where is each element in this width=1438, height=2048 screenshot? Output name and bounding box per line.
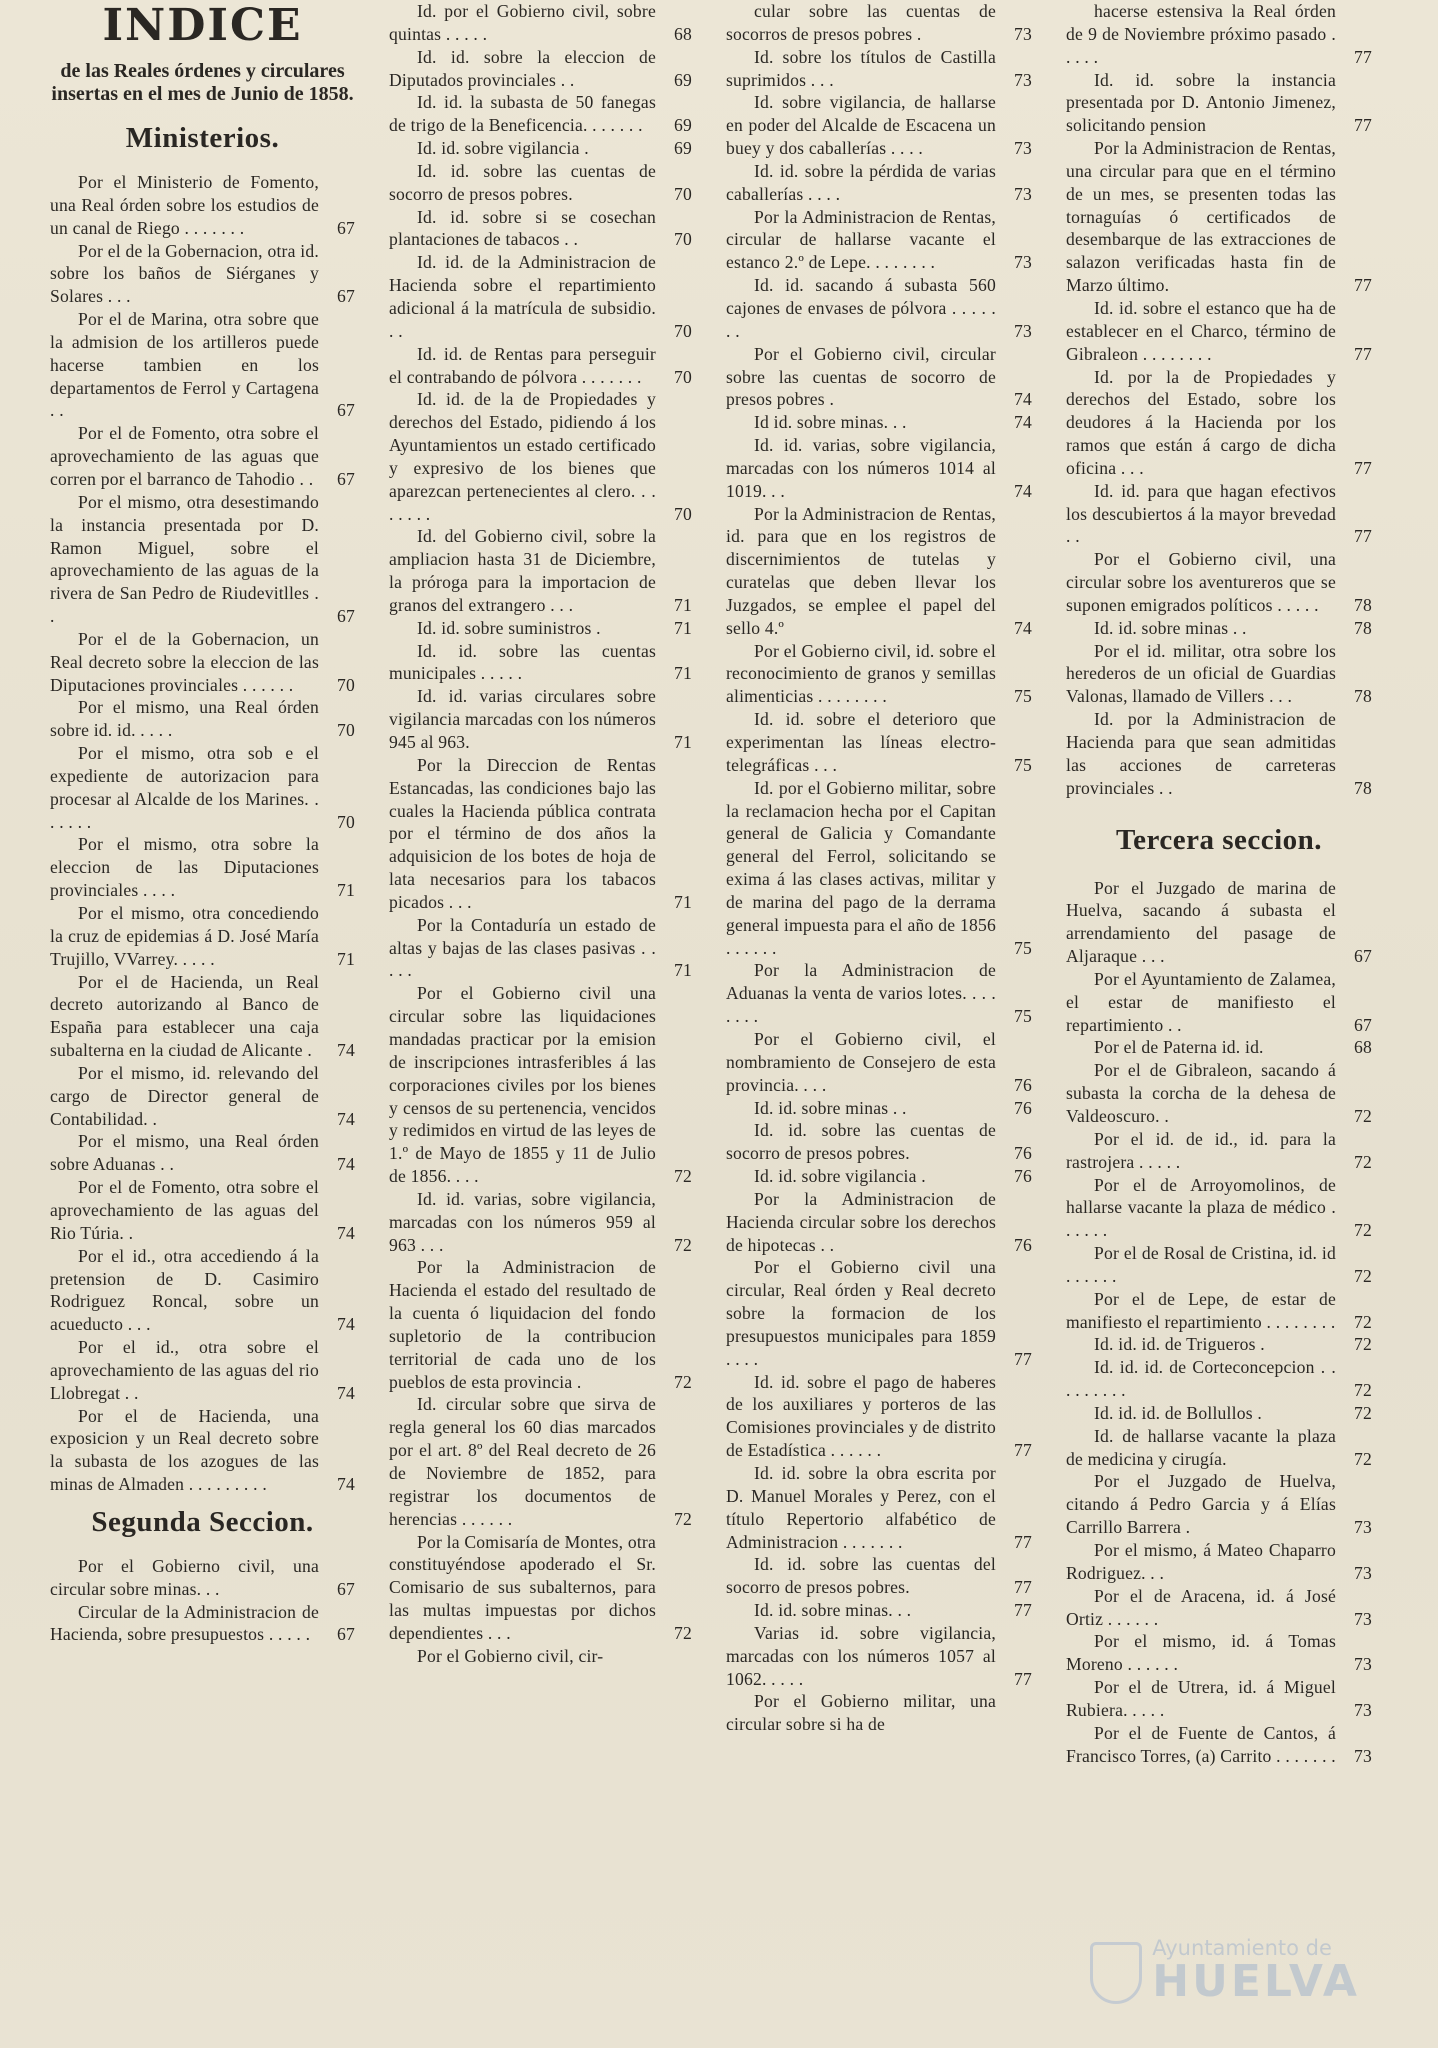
entry-text: Id. id. sobre las cuentas de socorro de presos pobres. [389,160,656,204]
index-entry [389,1393,692,1530]
index-entry [50,308,355,422]
entry-page-number: 77 [1014,1577,1032,1598]
index-columns [50,0,1438,2010]
entry-page-number: 72 [674,1508,692,1529]
index-entry [1066,366,1372,480]
entry-page-number: 72 [674,1371,692,1392]
entry-page-number: 72 [1354,1380,1372,1401]
index-entry [1066,137,1372,297]
entry-page-number: 69 [674,138,692,159]
index-entry [726,91,1032,160]
entry-page-number: 74 [337,1040,355,1061]
entry-page-number: 70 [337,811,355,832]
entry-page-number: 73 [1014,69,1032,90]
entry-text: Id. id. sobre minas . . [1094,617,1247,638]
entry-page-number: 71 [674,732,692,752]
index-entry [389,343,692,389]
entry-text: Por el id., otra accediendo á la pretension de D. Casimiro Rodriguez Roncal, sobre un acueducto . . . [50,1245,319,1335]
entry-text: Id. id. la subasta de 50 fanegas de trigo de la Beneficencia. . . . . . . [389,92,656,136]
index-entry [726,503,1032,640]
entry-page-number: 74 [337,1314,355,1335]
entry-text: Por el de Hacienda, un Real decreto autorizando al Banco de España para establecer una caja subalterna en la ciudad de Alicante . [50,971,319,1061]
page-title: INDICE [102,0,303,51]
entry-text: Por el de Marina, otra sobre que la admision de los artilleros puede hacerse tambien en los departamentos de Ferrol y Cartagena . . [50,309,319,421]
entry-text: Por el de Aracena, id. á José Ortiz . . . . . . [1066,1585,1336,1629]
entry-text: Id. id. id. de Bollullos . [1094,1402,1262,1423]
entry-page-number: 73 [1354,1608,1372,1629]
entry-page-number: 70 [674,229,692,250]
entry-page-number: 73 [1354,1699,1372,1720]
entry-text: Id. id. sobre la pérdida de varias caballerías . . . . [726,160,996,204]
entry-text: Por el Gobierno civil una circular, Real órden y Real decreto sobre la formacion de los presupuestos municipales para 1859 . . . . [726,1257,996,1369]
entry-page-number: 73 [1014,23,1032,44]
index-entry [1066,1722,1372,1768]
section-heading-ministerios: Ministerios. [125,122,280,154]
entry-page-number: 72 [674,1622,692,1643]
entry-text: Por el mismo, otra sobre la eleccion de las Diputaciones provinciales . . . . [50,834,319,901]
entry-page-number: 73 [1354,1745,1372,1766]
entry-page-number: 74 [1014,480,1032,501]
entry-page-number: 74 [337,1382,355,1403]
entry-text: Id. sobre los títulos de Castilla suprimidos . . . [726,46,996,90]
index-entry [1066,0,1372,69]
entry-text: Por el mismo, una Real órden sobre id. id. . . . . [50,697,319,741]
entry-page-number: 72 [1354,1151,1372,1172]
entry-text: Id. id. sobre si se cosechan plantaciones de tabacos . . [389,206,656,250]
column-3 [726,0,1032,2010]
index-entry [389,525,692,616]
entry-text: Por el Gobierno civil, el nombramiento de Consejero de esta provincia. . . . [726,1028,996,1095]
index-entry [1066,1676,1372,1722]
index-entry [389,914,692,983]
entry-text: Id id. sobre minas. . . [754,412,907,433]
entry-page-number: 74 [1014,389,1032,410]
entry-page-number: 72 [1354,1402,1372,1423]
section-heading-tercera: Tercera seccion. [1115,823,1323,856]
entry-page-number: 71 [674,663,692,684]
entry-page-number: 75 [1014,937,1032,958]
entry-text: Por la Administracion de Rentas, circular de hallarse vacante el estanco 2.º de Lepe. . . . . . . . [726,206,996,273]
entry-text: Id. id. sobre la eleccion de Diputados provinciales . . [389,46,656,90]
entry-text: Por el mismo, id. relevando del cargo de Director general de Contabilidad. . [50,1062,319,1129]
index-entry [1066,1059,1372,1128]
entry-text: Por el de Hacienda, una exposicion y un Real decreto sobre la subasta de los azogues de las minas de Almaden . . . . . . . . . [50,1405,319,1495]
entry-page-number: 78 [1354,686,1372,707]
column-1 [50,0,355,2010]
entry-page-number: 75 [1014,1006,1032,1027]
entry-page-number: 70 [674,366,692,387]
entry-text: Por el id., otra sobre el aprovechamiento de las aguas del rio Llobregat . . [50,1337,319,1403]
index-entry [50,1405,355,1496]
entry-page-number: 67 [337,400,355,421]
entry-page-number: 72 [1354,1448,1372,1469]
index-entry [50,1555,355,1601]
entry-page-number: 78 [1354,617,1372,638]
entry-page-number: 72 [674,1234,692,1255]
entry-text: Por el mismo, á Mateo Chaparro Rodriguez. . . [1066,1540,1336,1583]
index-entry [50,1176,355,1245]
index-entry [726,1119,1032,1165]
entry-page-number: 77 [1354,46,1372,67]
entry-page-number: 78 [1354,777,1372,798]
index-entry [1066,1174,1372,1243]
entry-text: Por el Gobierno civil, cir- [417,1645,604,1666]
index-entry [50,902,355,971]
entry-text: Circular de la Administracion de Hacienda, sobre presupuestos . . . . . [50,1601,319,1645]
index-entry [389,251,692,342]
entry-text: Por el de Fomento, otra sobre el aprovechamiento de las aguas que corren por el barranco de Tahodio . . [50,423,319,489]
entry-text: Id. id. id. de Corteconcepcion . . . . . . . . . [1066,1357,1336,1401]
entry-text: Id. id. de Rentas para perseguir el contrabando de pólvora . . . . . . . [389,343,656,387]
index-entry [726,1599,1032,1622]
entry-text: Id. id. sobre suministros . [417,617,601,638]
index-entry [726,411,1032,434]
entry-text: Id. circular sobre que sirva de regla general los 60 dias marcados por el art. 8º del Real decreto de 26 de Noviembre de 1852, para registrar los documentos de herencias . . . . . . [389,1394,656,1529]
index-entry [1066,1539,1372,1585]
entry-text: Por el mismo, otra sob e el expediente de autorizacion para procesar al Alcalde de los Marines. . . . . . . [50,743,319,832]
index-entry [1066,69,1372,138]
entry-text: Por el de Paterna id. id. [1094,1037,1264,1058]
entry-page-number: 77 [1354,526,1372,547]
entry-page-number: 71 [674,617,692,638]
entry-page-number: 73 [1354,1654,1372,1675]
entry-text: Id. id. sobre las cuentas del socorro de presos pobres. [726,1554,996,1598]
index-entry [1066,968,1372,1037]
index-entry [726,959,1032,1028]
entry-page-number: 77 [1014,1348,1032,1369]
column-4 [1066,0,1372,2010]
entry-page-number: 70 [337,720,355,741]
entry-text: Id. por la de Propiedades y derechos del Estado, sobre los deudores á la Hacienda por los ramos que están á cargo de dicha oficina . . . [1066,366,1336,478]
entry-text: Id. de hallarse vacante la plaza de medicina y cirugía. [1066,1425,1336,1469]
entry-text: Por el Gobierno civil, una circular sobre minas. . . [50,1555,319,1599]
index-entry [1066,1036,1372,1059]
entry-page-number: 70 [337,674,355,695]
index-entry [1066,548,1372,617]
entry-page-number: 67 [337,1624,355,1645]
index-entry [389,137,692,160]
index-entry [50,1245,355,1336]
entry-page-number: 76 [1014,1074,1032,1095]
index-entry [726,1188,1032,1257]
entry-page-number: 71 [674,594,692,615]
entry-page-number: 67 [337,1578,355,1599]
entry-page-number: 76 [1014,1097,1032,1118]
index-entry [1066,1333,1372,1356]
entry-text: Id. id. sobre las cuentas de socorro de presos pobres. [726,1120,996,1164]
index-entry [389,160,692,206]
index-entry [50,696,355,742]
entry-text: Por el Ministerio de Fomento, una Real órden sobre los estudios de un canal de Riego . . . . . . . [50,172,319,238]
entry-text: Id. id. varias, sobre vigilancia, marcadas con los números 959 al 963 . . . [389,1188,656,1255]
entry-text: Varias id. sobre vigilancia, marcadas con los números 1057 al 1062. . . . . [726,1622,996,1689]
entry-text: Por la Administracion de Hacienda el estado del resultado de la cuenta ó liquidacion del fondo supletorio de la contribucion territorial de cada uno de los pueblos de esta provincia . [389,1257,656,1392]
index-entry [389,754,692,914]
entry-page-number: 71 [337,948,355,969]
entry-page-number: 76 [1014,1143,1032,1164]
entry-page-number: 73 [1014,183,1032,204]
entry-page-number: 77 [1354,457,1372,478]
column-2 [389,0,692,2010]
entry-text: Por el mismo, otra concediendo la cruz de epidemias á D. José María Trujillo, VVarrey. . . . . [50,903,319,969]
index-entry [726,1553,1032,1599]
entry-text: Por el Juzgado de marina de Huelva, sacando á subasta el arrendamiento del pasage de Aljaraque . . . [1066,877,1336,967]
entry-text: Por la Administracion de Rentas, id. para que en los registros de discernimientos de tutelas y curatelas que deben llevar los Juzgados, se emplee el papel del sello 4.º [726,503,996,638]
index-entry [1066,1425,1372,1471]
entry-text: Por el Gobierno civil, una circular sobre los aventureros que se suponen emigrados políticos . . . . . [1066,549,1336,615]
index-entry [389,206,692,252]
entry-text: Por el Gobierno civil una circular sobre las liquidaciones mandadas practicar por la emision de inscripciones intrasferibles á las corporaciones civiles por los bienes y censos de su pertenencia, vencidos y redimidos en virtud de las leyes de 1.º de Mayo de 1855 y 11 de Julio de 1856. . . . [389,983,656,1187]
index-entry [726,1462,1032,1553]
entry-text: Por el de Fuente de Cantos, á Francisco Torres, (a) Carrito . . . . . . . [1066,1722,1336,1766]
index-entry [726,0,1032,46]
entry-text: Por el mismo, otra desestimando la instancia presentada por D. Ramon Miguel, sobre el aprovechamiento de las aguas de la rivera de San Pedro de Riudevitlles . . [50,491,319,627]
entry-page-number: 72 [674,1166,692,1187]
entry-page-number: 67 [1354,946,1372,967]
entry-text: cular sobre las cuentas de socorros de presos pobres . [726,1,996,44]
entry-page-number: 73 [1354,1517,1372,1538]
entry-text: Id. id. sobre las cuentas municipales . . . . . [389,640,656,684]
entry-text: Id. sobre vigilancia, de hallarse en poder del Alcalde de Escacena un buey y dos caballerías . . . . [726,92,996,159]
entry-page-number: 71 [337,880,355,901]
page-subtitle: de las Reales órdenes y circulares insertas en el mes de Junio de 1858. [51,60,354,105]
index-entry [50,491,355,628]
index-entry [1066,640,1372,709]
entry-text: Por el Gobierno militar, una circular sobre si ha de [726,1691,996,1735]
section-heading-segunda: Segunda Seccion. [91,1505,314,1538]
entry-text: Por la Administracion de Aduanas la venta de varios lotes. . . . . . . . [726,960,996,1027]
entry-text: Por el de Gibraleon, sacando á subasta la corcha de la dehesa de Valdeoscuro. . [1066,1060,1336,1126]
entry-text: Por el de Arroyomolinos, de hallarse vacante la plaza de médico . . . . . . [1066,1174,1336,1241]
index-entry [389,91,692,137]
entry-text: Por la Direccion de Rentas Estancadas, las condiciones bajo las cuales la Hacienda pública contrata por el término de dos años la adquisicion de los botes de hoja de lata necesarios para los tabacos picados . . . [389,754,656,912]
index-entry [726,206,1032,275]
index-entry [1066,1356,1372,1402]
index-entry [389,640,692,686]
entry-text: Id. id. para que hagan efectivos los descubiertos á la mayor brevedad . . [1066,480,1336,547]
index-entry [389,982,692,1188]
index-entry [50,1601,355,1647]
entry-page-number: 74 [337,1154,355,1175]
entry-page-number: 70 [674,183,692,204]
index-entry [1066,1128,1372,1174]
entry-text: Por el id. militar, otra sobre los herederos de un oficial de Guardias Valonas, llamado de Villers . . . [1066,640,1336,707]
entry-page-number: 72 [1354,1311,1372,1332]
entry-page-number: 67 [1354,1014,1372,1035]
entry-page-number: 74 [1014,412,1032,433]
entry-text: Por el Gobierno civil, id. sobre el reconocimiento de granos y semillas alimenticias . . . . . . . . [726,640,996,707]
index-entry [50,833,355,902]
index-entry [726,1028,1032,1097]
index-entry [1066,1470,1372,1539]
entry-page-number: 67 [337,468,355,489]
entry-text: Id. id. id. de Trigueros . [1094,1334,1265,1355]
entry-text: Por el Ayuntamiento de Zalamea, el estar de manifiesto el repartimiento . . [1066,968,1336,1035]
entry-text: Por el de Utrera, id. á Miguel Rubiera. . . . . [1066,1677,1336,1720]
index-entry [726,1371,1032,1462]
index-entry [726,1165,1032,1188]
coat-of-arms-icon [1090,1942,1142,2004]
entry-text: Id. id. de la de Propiedades y derechos del Estado, pidiendo á los Ayuntamientos un estado certificado y expresivo de los bienes que aparezcan pertenecientes al clero. . . . . . . . [389,389,656,524]
index-entry [389,685,692,754]
index-entry [1066,1288,1372,1334]
index-entry [50,240,355,309]
entry-text: Por la Administracion de Rentas, una circular para que en el término de un mes, se presenten todas las tornaguías ó certificados de desembarque de las extracciones de salazon verificadas hasta fin de Marzo último. [1066,138,1336,296]
entry-text: Id. id. sobre el pago de haberes de los auxiliares y porteros de las Comisiones provinciales y de distrito de Estadística . . . . . . [726,1371,996,1461]
index-entry [1066,1630,1372,1676]
entry-page-number: 78 [1354,594,1372,615]
index-entry [1066,617,1372,640]
entry-page-number: 77 [1014,1668,1032,1689]
entry-page-number: 71 [674,891,692,912]
index-entry [389,0,692,46]
watermark-line-2: HUELVA [1152,1956,1360,2007]
watermark-line-1: Ayuntamiento de [1152,1936,1332,1960]
entry-text: Id. id. sobre la instancia presentada por D. Antonio Jimenez, solicitando pension [1066,69,1336,136]
index-entry [726,777,1032,960]
index-entry [726,1690,1032,1736]
entry-page-number: 68 [1354,1037,1372,1058]
entry-text: Por la Administracion de Hacienda circular sobre los derechos de hipotecas . . [726,1188,996,1255]
entry-page-number: 67 [337,217,355,238]
entry-text: Por el mismo, una Real órden sobre Aduanas . . [50,1131,319,1175]
index-entry [50,1336,355,1405]
entry-page-number: 73 [1014,138,1032,159]
watermark-text [1152,1936,1360,2007]
index-entry [726,1256,1032,1370]
entry-page-number: 77 [1014,1600,1032,1621]
entry-text: Id. id. sobre vigilancia . [417,138,589,159]
entry-text: Id. id. sobre el estanco que ha de establecer en el Charco, término de Gibraleon . . . . . . . . [1066,297,1336,364]
index-entry [50,1062,355,1131]
entry-page-number: 77 [1354,115,1372,136]
entry-page-number: 67 [337,286,355,307]
entry-text: Por el Gobierno civil, circular sobre las cuentas de socorro de presos pobres . [726,343,996,410]
index-entry [389,1645,692,1668]
entry-page-number: 73 [1014,320,1032,341]
entry-page-number: 69 [674,115,692,136]
index-entry [50,1130,355,1176]
index-entry [726,434,1032,503]
entry-text: Id. id. sobre minas. . . [754,1600,912,1621]
index-entry [1066,1402,1372,1425]
entry-page-number: 69 [674,69,692,90]
index-entry [1066,1585,1372,1631]
entry-page-number: 70 [674,320,692,341]
entry-page-number: 77 [1354,343,1372,364]
entry-text: Por el id. de id., id. para la rastrojera . . . . . [1066,1128,1336,1172]
entry-text: Por la Comisaría de Montes, otra constituyéndose apoderado el Sr. Comisario de sus subalternos, para las multas impuestas por dichos dependientes . . . [389,1531,656,1643]
index-entry [389,1531,692,1645]
entry-text: Por el de Lepe, de estar de manifiesto el repartimiento . . . . . . . . [1066,1288,1336,1332]
entry-text: Por el de Fomento, otra sobre el aprovechamiento de las aguas del Rio Túria. . [50,1177,319,1243]
entry-page-number: 73 [1354,1562,1372,1583]
entry-page-number: 72 [1354,1105,1372,1126]
index-entry [50,422,355,491]
index-entry [50,971,355,1062]
entry-page-number: 72 [1354,1334,1372,1355]
entry-text: Id. id. varias, sobre vigilancia, marcadas con los números 1014 al 1019. . . [726,435,996,501]
entry-text: Id. id. de la Administracion de Hacienda sobre el repartimiento adicional á la matrícula de subsidio. . . [389,252,656,341]
entry-text: Id. id. sacando á subasta 560 cajones de envases de pólvora . . . . . . . [726,275,996,341]
entry-page-number: 76 [1014,1234,1032,1255]
entry-text: Id. id. sobre minas . . [754,1097,907,1118]
entry-page-number: 75 [1014,686,1032,707]
index-entry [1066,708,1372,799]
entry-text: Id. id. sobre la obra escrita por D. Manuel Morales y Perez, con el título Repertorio alfabético de Administracion . . . . . . . [726,1463,996,1552]
entry-text: Id. id. varias circulares sobre vigilancia marcadas con los números 945 al 963. [389,686,656,752]
entry-page-number: 72 [1354,1220,1372,1241]
index-entry [726,46,1032,92]
index-entry [389,1188,692,1257]
index-entry [389,1256,692,1393]
index-entry [726,1097,1032,1120]
entry-text: Id. por el Gobierno civil, sobre quintas . . . . . [389,1,656,44]
index-entry [726,160,1032,206]
entry-text: Por el de la Gobernacion, otra id. sobre los baños de Siérganes y Solares . . . [50,240,319,307]
entry-page-number: 73 [1014,252,1032,273]
entry-page-number: 74 [1014,617,1032,638]
index-entry [726,343,1032,412]
entry-text: hacerse estensiva la Real órden de 9 de Noviembre próximo pasado . . . . . [1066,1,1336,67]
index-entry [726,640,1032,709]
entry-page-number: 77 [1014,1440,1032,1461]
entry-text: Id. del Gobierno civil, sobre la ampliacion hasta 31 de Diciembre, la próroga para la importacion de granos del extrangero . . . [389,526,656,615]
entry-page-number: 74 [337,1474,355,1495]
entry-page-number: 74 [337,1108,355,1129]
index-entry [50,628,355,697]
index-entry [1066,297,1372,366]
index-entry [50,171,355,240]
entry-page-number: 68 [674,23,692,44]
index-entry [726,274,1032,343]
entry-page-number: 72 [1354,1265,1372,1286]
entry-page-number: 70 [674,503,692,524]
entry-page-number: 77 [1014,1531,1032,1552]
entry-text: Por la Contaduría un estado de altas y bajas de las clases pasivas . . . . . [389,914,656,981]
index-entry [726,708,1032,777]
entry-text: Id. id. sobre vigilancia . [754,1166,926,1187]
index-entry [389,617,692,640]
index-entry [389,388,692,525]
entry-page-number: 71 [674,960,692,981]
entry-text: Por el de Rosal de Cristina, id. id . . . . . . [1066,1243,1336,1286]
index-entry [389,46,692,92]
entry-text: Id. por el Gobierno militar, sobre la reclamacion hecha por el Capitan general de Galicia y Comandante general del Ferrol, solicitando se exima á las clases activas, militar y de marina del pago de la derrama general impuesta para el año de 1856 . . . . . . [726,777,996,958]
entry-text: Id. id. sobre el deterioro que experimentan las líneas electro-telegráficas . . . [726,709,996,775]
entry-page-number: 77 [1354,275,1372,296]
index-entry [1066,480,1372,549]
index-entry [50,742,355,833]
entry-page-number: 67 [337,606,355,627]
huelva-watermark [1090,1936,1360,2007]
entry-text: Id. por la Administracion de Hacienda para que sean admitidas las acciones de carreteras provinciales . . [1066,709,1336,798]
entry-page-number: 74 [337,1222,355,1243]
entry-text: Por el mismo, id. á Tomas Moreno . . . . . . [1066,1631,1336,1675]
entry-text: Por el Juzgado de Huelva, citando á Pedro Garcia y á Elías Carrillo Barrera . [1066,1471,1336,1538]
index-entry [1066,877,1372,968]
index-entry [726,1622,1032,1691]
entry-text: Por el de la Gobernacion, un Real decreto sobre la eleccion de las Diputaciones provinciales . . . . . . [50,628,319,695]
index-entry [1066,1242,1372,1288]
entry-page-number: 76 [1014,1166,1032,1187]
entry-page-number: 75 [1014,754,1032,775]
